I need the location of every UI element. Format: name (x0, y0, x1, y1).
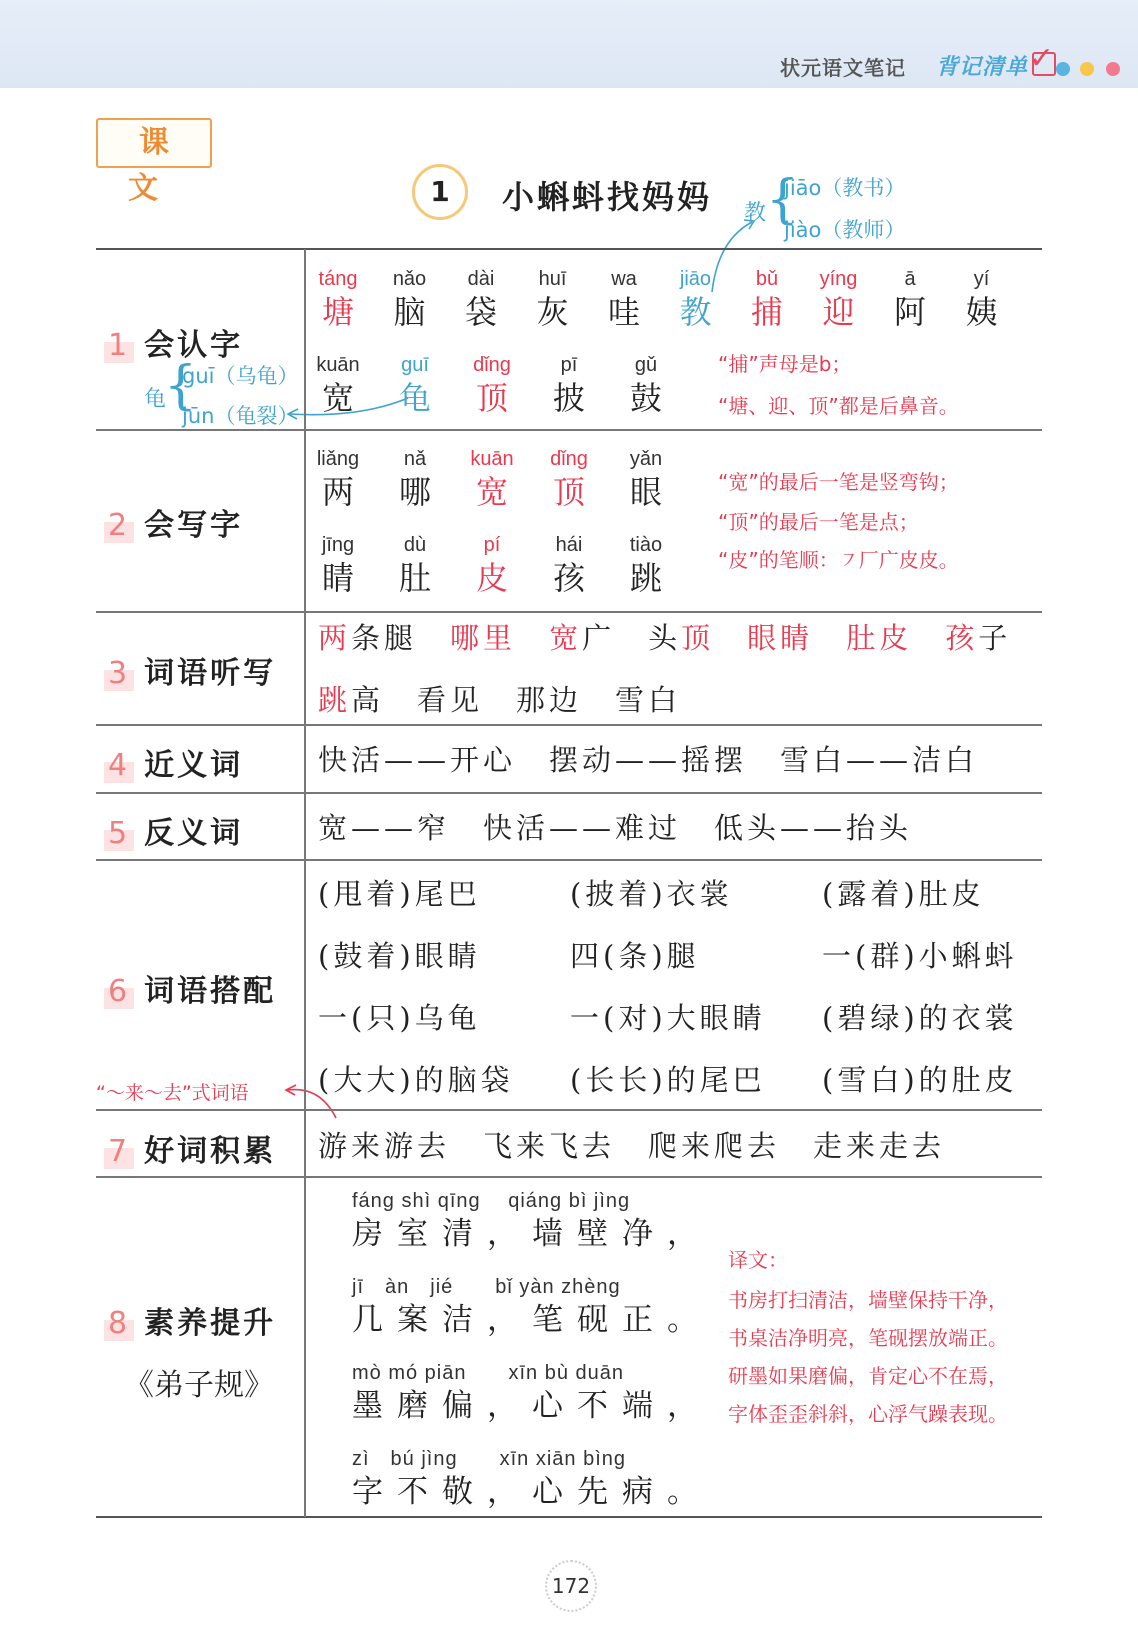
hanzi: 哪 (398, 473, 431, 511)
char-with-pinyin (375, 352, 455, 418)
hanzi: 跳 (629, 559, 662, 597)
pinyin: dǐng (473, 354, 511, 376)
xiezi-note-1: “宽”的最后一笔是竖弯钩； (718, 470, 959, 494)
hanzi: 鼓 (629, 379, 662, 417)
hanzi: 两 (321, 473, 354, 511)
tingxie-word (516, 621, 549, 655)
char-with-pinyin (727, 266, 807, 332)
row-divider (96, 1109, 1042, 1111)
char-with-pinyin (452, 446, 532, 512)
poem-pinyin: mò mó piān xīn bù duān (352, 1362, 625, 1384)
tingxie-word (417, 621, 450, 655)
renzi-note-1: “捕”声母是b； (718, 352, 852, 376)
char-with-pinyin (298, 532, 378, 598)
gui-reading-1: guī（乌龟） (182, 364, 299, 388)
pinyin: wa (611, 268, 637, 290)
dapei-item: (大大)的脑袋 (318, 1063, 514, 1097)
pinyin: yǎn (629, 448, 663, 470)
char-with-pinyin (298, 266, 378, 332)
laiqu-arrow-head (286, 1085, 296, 1095)
char-with-pinyin (529, 446, 609, 512)
hanzi: 教 (679, 293, 712, 331)
poem-hanzi: 墨磨偏，心不端， (352, 1388, 712, 1424)
row-divider (96, 611, 1042, 613)
lesson-title: 小蝌蚪找妈妈 (502, 178, 713, 216)
section-2-label: 2 会写字 (104, 500, 243, 544)
check-icon: ✓ (1028, 41, 1054, 76)
dot-icon (1106, 62, 1120, 76)
poem-pinyin: jī àn jié bǐ yàn zhèng (352, 1276, 621, 1298)
pinyin: pī (560, 354, 578, 376)
hanzi: 顶 (552, 473, 585, 511)
char-with-pinyin (606, 446, 686, 512)
dapei-item: (长长)的尾巴 (570, 1063, 766, 1097)
char-with-pinyin (513, 266, 593, 332)
pinyin: ā (904, 268, 916, 290)
char-with-pinyin (529, 352, 609, 418)
char-with-pinyin (799, 266, 879, 332)
section-8-sublabel: 《弟子规》 (124, 1368, 274, 1403)
section-1-label: 1 会认字 (104, 320, 243, 364)
dapei-item: (碧绿)的衣裳 (822, 1001, 1018, 1035)
series-name: 背记清单 (935, 55, 1028, 80)
hanzi: 姨 (965, 293, 998, 331)
hanzi: 孩 (552, 559, 585, 597)
pinyin: kuān (316, 354, 360, 376)
pinyin: jiāo (679, 268, 712, 290)
hanzi: 宽 (475, 473, 508, 511)
jiao-reading-2: jiào（教师） (784, 218, 906, 242)
pinyin: bǔ (755, 268, 779, 290)
dapei-item: (披着)衣裳 (570, 877, 733, 911)
char-with-pinyin (298, 352, 378, 418)
section-6-label: 6 词语搭配 (104, 966, 276, 1010)
char-with-pinyin (452, 532, 532, 598)
dapei-item: 一(群)小蝌蚪 (822, 939, 1018, 973)
hanzi: 袋 (464, 293, 497, 331)
poem-line (352, 1446, 712, 1512)
row-divider (96, 792, 1042, 794)
hanzi: 迎 (822, 293, 855, 331)
hanzi: 哇 (607, 293, 640, 331)
poem-pinyin: zì bú jìng xīn xiān bìng (352, 1448, 627, 1470)
pinyin: táng (318, 268, 358, 290)
page-number: 172 (545, 1560, 597, 1612)
tingxie-word: 眼睛 (747, 621, 814, 655)
hanzi: 眼 (629, 473, 662, 511)
pinyin: nǎ (403, 448, 427, 470)
poem-hanzi: 字不敬，心先病。 (352, 1474, 712, 1510)
dot-icon (1056, 62, 1070, 76)
pinyin: hái (555, 534, 583, 556)
section-tag: 课文 (96, 118, 212, 168)
char-with-pinyin (942, 266, 1022, 332)
jiao-annotation-char: 教 (744, 201, 767, 226)
tingxie-word: 头 (648, 621, 682, 655)
table-column-divider (304, 249, 306, 1517)
dot-icon (1080, 62, 1094, 76)
hanzi: 捕 (750, 293, 783, 331)
row-divider (96, 724, 1042, 726)
tingxie-word: 条腿 (351, 621, 418, 655)
brand-name: 状元语文笔记 (780, 56, 906, 80)
hanzi: 灰 (536, 293, 569, 331)
hanzi: 肚 (398, 559, 431, 597)
hanzi: 塘 (321, 293, 354, 331)
dapei-item: 一(只)乌龟 (318, 1001, 481, 1035)
translation-line: 研墨如果磨偏，肯定心不在焉， (728, 1364, 1008, 1388)
dapei-item: 一(对)大眼睛 (570, 1001, 766, 1035)
tingxie-word: 高 看见 那边 雪白 (351, 683, 682, 717)
pinyin: guī (401, 354, 429, 376)
tingxie-word: 肚皮 (846, 621, 913, 655)
pinyin: yíng (819, 268, 858, 290)
section-7-label: 7 好词积累 (104, 1126, 276, 1170)
section-4-label: 4 近义词 (104, 740, 243, 784)
pinyin: yí (973, 268, 990, 290)
tingxie-word (912, 621, 945, 655)
row-divider (96, 859, 1042, 861)
pinyin: dù (403, 534, 427, 556)
poem-pinyin: fáng shì qīng qiáng bì jìng (352, 1190, 631, 1212)
tingxie-word: 子 (978, 621, 1012, 655)
lesson-number: 1 (412, 164, 468, 220)
row-divider (96, 429, 1042, 431)
tingxie-word: 顶 (681, 621, 715, 655)
jiao-reading-1: jiāo（教书） (784, 176, 906, 200)
jinyi-line: 快活——开心 摆动——摇摆 雪白——洁白 (318, 743, 979, 777)
hanzi: 顶 (475, 379, 508, 417)
gui-annotation-char: 龟 (144, 387, 167, 412)
row-divider (96, 1176, 1042, 1178)
char-with-pinyin (298, 446, 378, 512)
renzi-note-2: “塘、迎、顶”都是后鼻音。 (718, 394, 959, 418)
pinyin: dài (467, 268, 495, 290)
dapei-item: 四(条)腿 (570, 939, 700, 973)
char-with-pinyin (375, 532, 455, 598)
tingxie-word (813, 621, 846, 655)
tingxie-word: 哪里 (450, 621, 517, 655)
xiezi-note-2: “顶”的最后一笔是点； (718, 510, 919, 534)
poem-hanzi: 几案洁，笔砚正。 (352, 1302, 712, 1338)
char-with-pinyin (584, 266, 664, 332)
pinyin: pí (483, 534, 501, 556)
gui-reading-2: jūn（龟裂） (182, 404, 299, 428)
hanzi: 宽 (321, 379, 354, 417)
fanyi-line: 宽——窄 快活——难过 低头——抬头 (318, 811, 913, 845)
laiqu-annotation: “～来～去”式词语 (96, 1082, 249, 1104)
poem-line (352, 1360, 712, 1426)
char-with-pinyin (656, 266, 736, 332)
tingxie-word: 宽 (549, 621, 583, 655)
dapei-item: (甩着)尾巴 (318, 877, 481, 911)
hanzi: 龟 (398, 379, 431, 417)
xiezi-note-3: “皮”的笔顺：㇇厂广皮皮。 (718, 548, 959, 572)
section-5-label: 5 反义词 (104, 808, 243, 852)
char-with-pinyin (452, 352, 532, 418)
translation-line: 字体歪歪斜斜，心浮气躁表现。 (728, 1402, 1008, 1426)
pinyin: nǎo (392, 268, 427, 290)
table-top-rule (96, 248, 1042, 250)
hanzi: 睛 (321, 559, 354, 597)
translation-line: 书房打扫清洁，墙壁保持干净， (728, 1288, 1008, 1312)
pinyin: gǔ (634, 354, 658, 376)
poem-line (352, 1188, 712, 1254)
poem-line (352, 1274, 712, 1340)
tingxie-line-2 (318, 678, 681, 719)
char-with-pinyin (370, 266, 450, 332)
char-with-pinyin (606, 352, 686, 418)
char-with-pinyin (375, 446, 455, 512)
poem-hanzi: 房室清，墙壁净， (352, 1216, 712, 1252)
haoci-line: 游来游去 飞来飞去 爬来爬去 走来走去 (318, 1129, 946, 1163)
pinyin: dǐng (550, 448, 588, 470)
translation-title: 译文： (728, 1248, 788, 1272)
pinyin: liǎng (316, 448, 360, 470)
pinyin: kuān (470, 448, 514, 470)
char-with-pinyin (870, 266, 950, 332)
brace-icon: { (164, 356, 198, 416)
tingxie-word (714, 621, 747, 655)
hanzi: 阿 (893, 293, 926, 331)
char-with-pinyin (606, 532, 686, 598)
section-3-label: 3 词语听写 (104, 648, 276, 692)
tingxie-word: 两 (318, 621, 352, 655)
tingxie-line-1 (318, 616, 1011, 657)
tingxie-word: 孩 (945, 621, 979, 655)
translation-line: 书桌洁净明亮，笔砚摆放端正。 (728, 1326, 1008, 1350)
section-8-label: 8 素养提升 (104, 1298, 276, 1342)
hanzi: 脑 (393, 293, 426, 331)
char-with-pinyin (529, 532, 609, 598)
pinyin: jīng (321, 534, 355, 556)
dapei-item: (雪白)的肚皮 (822, 1063, 1018, 1097)
pinyin: tiào (629, 534, 663, 556)
tingxie-word: 广 (582, 621, 616, 655)
dapei-item: (露着)肚皮 (822, 877, 985, 911)
tingxie-word (615, 621, 648, 655)
tingxie-word: 跳 (318, 683, 352, 717)
dapei-item: (鼓着)眼睛 (318, 939, 481, 973)
pinyin: huī (538, 268, 567, 290)
char-with-pinyin (441, 266, 521, 332)
table-bottom-rule (96, 1516, 1042, 1518)
brace-icon: { (766, 170, 800, 230)
hanzi: 披 (552, 379, 585, 417)
hanzi: 皮 (475, 559, 508, 597)
